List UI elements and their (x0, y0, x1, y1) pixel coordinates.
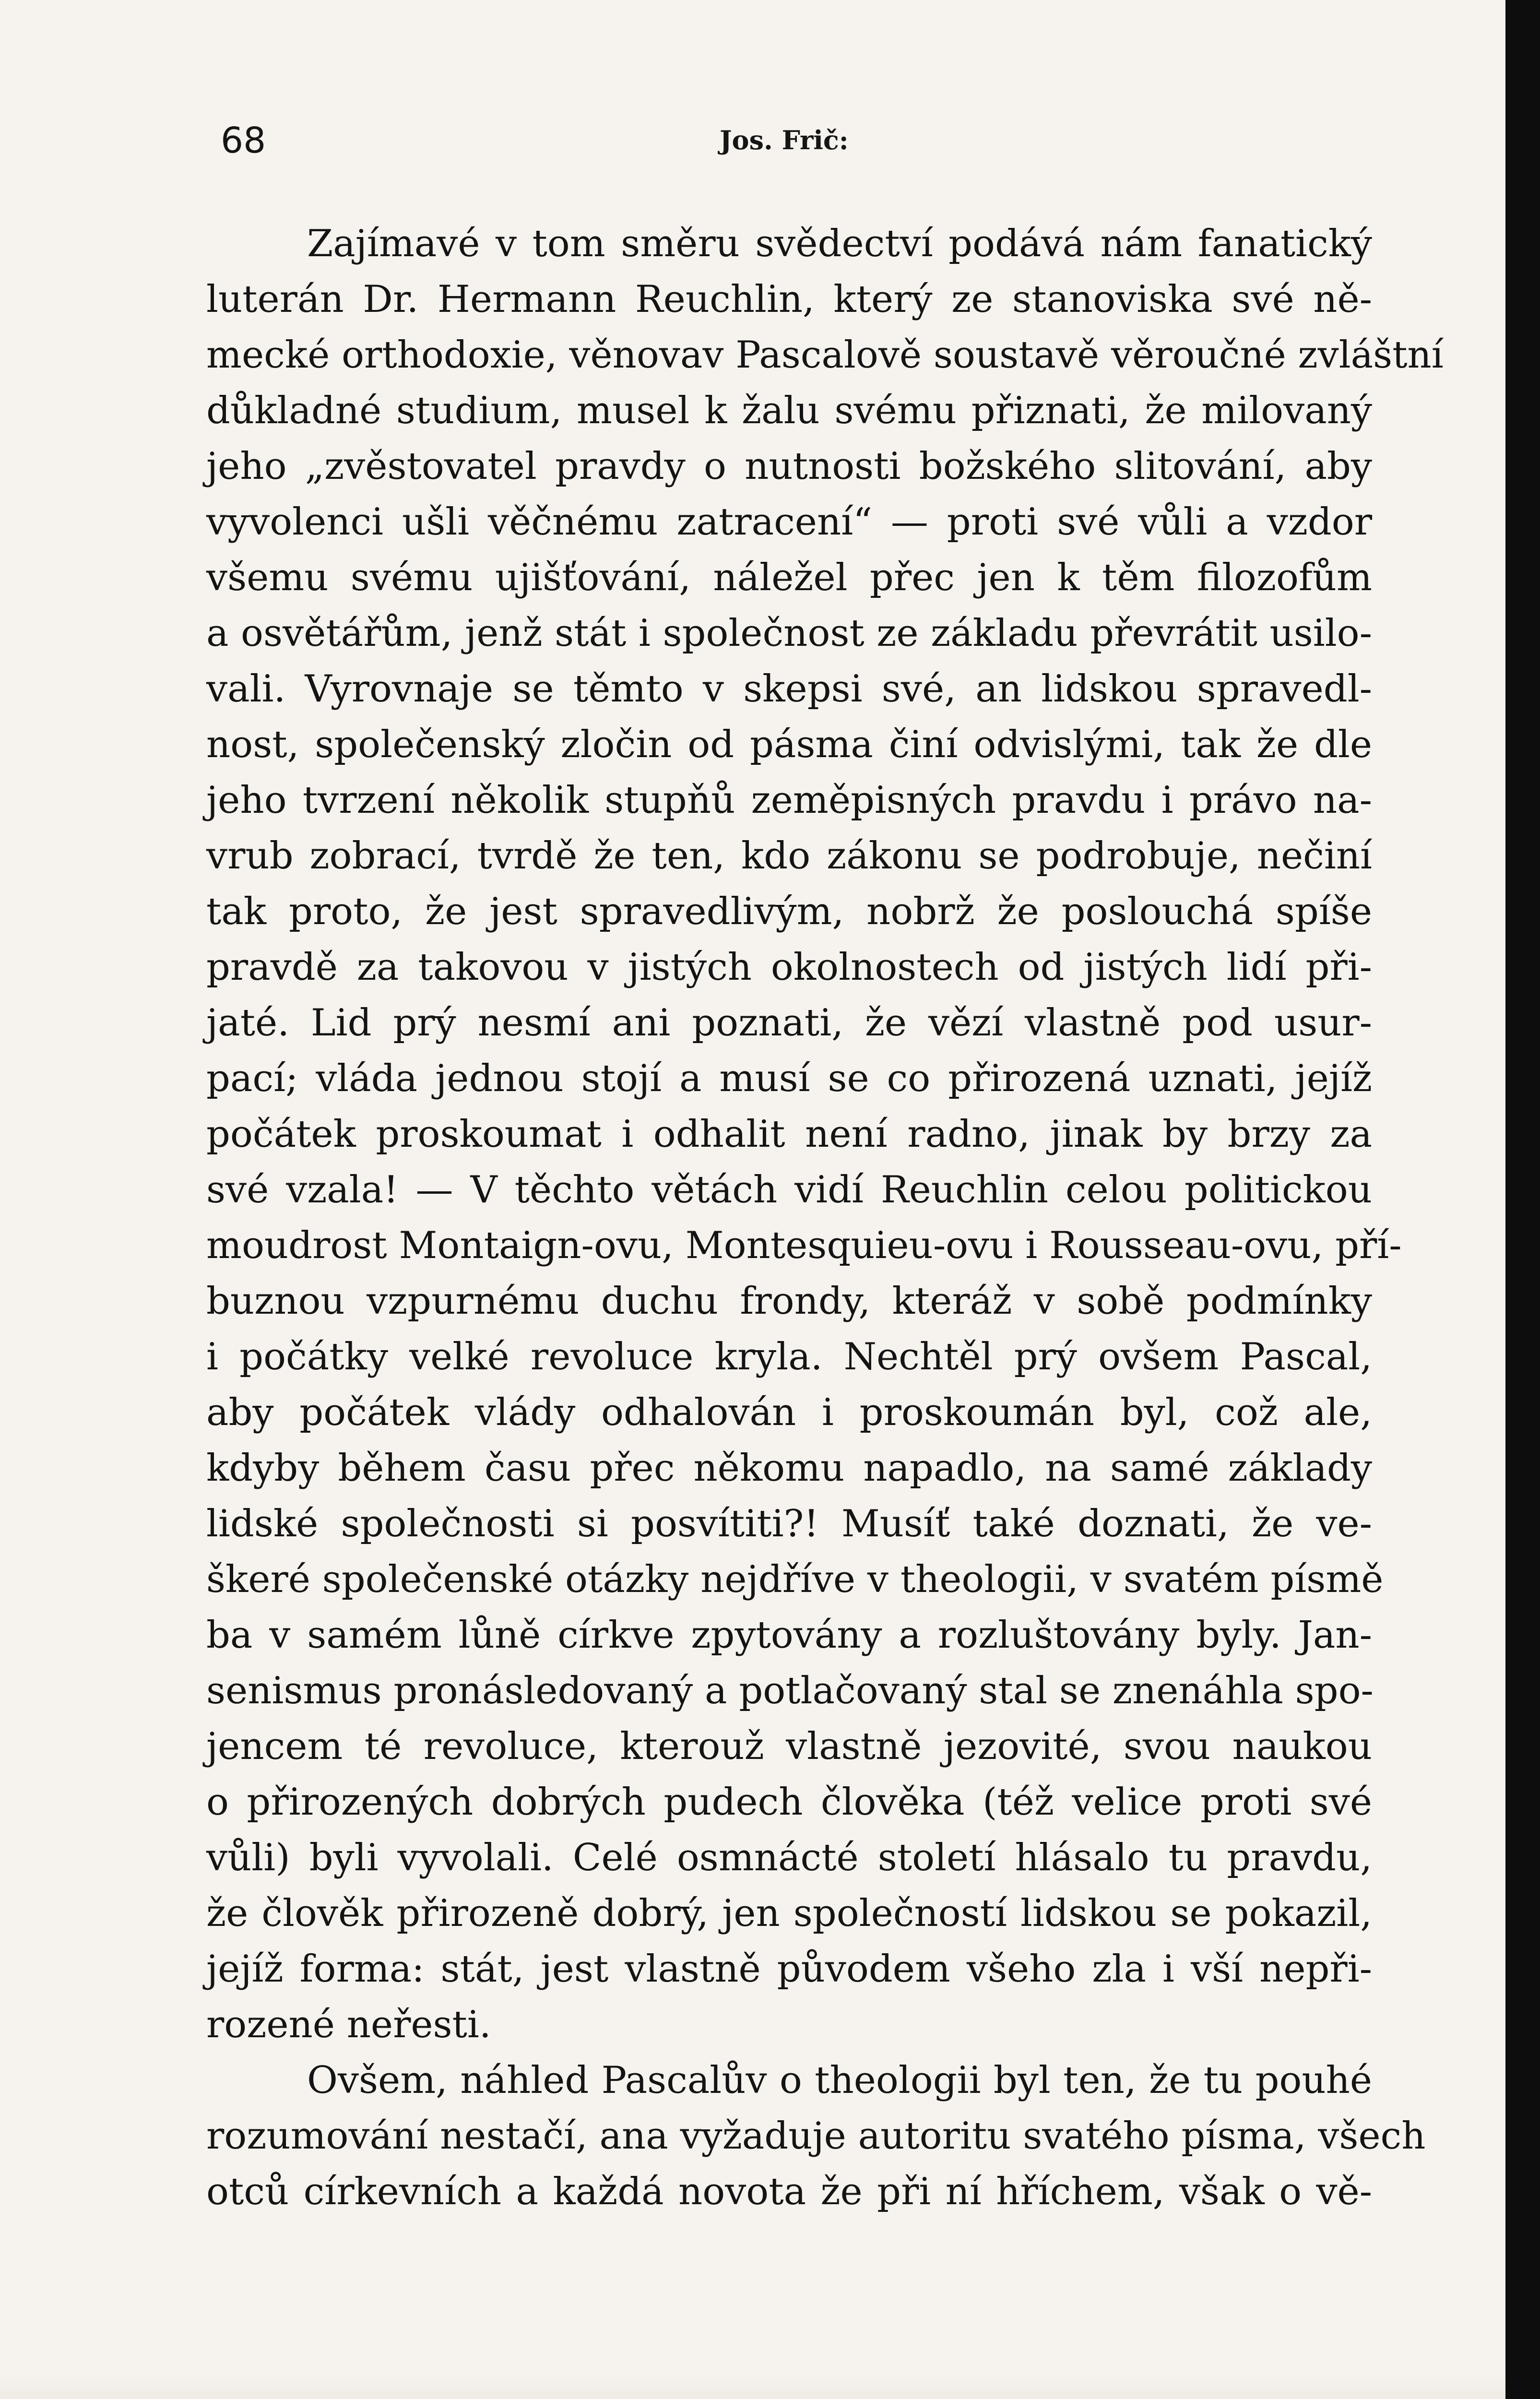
text-line: mecké orthodoxie, věnovav Pascalově soustavě věroučné zvláštní (206, 333, 1444, 377)
text-line: buznou vzpurnému duchu frondy, kteráž v sobě podmínky (206, 1280, 1372, 1323)
text-line: jeho tvrzení několik stupňů zeměpisných pravdu i právo na- (206, 779, 1372, 822)
text-line: aby počátek vlády odhalován i proskoumán byl, což ale, (206, 1391, 1372, 1434)
paragraph-2 (206, 2053, 1426, 2220)
text-line: škeré společenské otázky nejdříve v theologii, v svatém písmě (206, 1558, 1384, 1601)
text-line: otců církevních a každá novota že při ní hříchem, však o vě- (206, 2170, 1372, 2213)
text-line: ba v samém lůně církve zpytovány a rozluštovány byly. Jan- (206, 1614, 1372, 1657)
text-line: luterán Dr. Hermann Reuchlin, který ze stanoviska své ně- (206, 278, 1372, 321)
text-line: i počátky velké revoluce kryla. Nechtěl prý ovšem Pascal, (206, 1335, 1372, 1378)
body-text (206, 216, 1444, 2220)
text-line: lidské společnosti si posvítiti?! Musíť také doznati, že ve- (206, 1502, 1372, 1545)
text-line: počátek proskoumat i odhalit není radno, jinak by brzy za (206, 1113, 1372, 1156)
page-edge-shadow (0, 2373, 1505, 2399)
text-line: vali. Vyrovnaje se těmto v skepsi své, an lidskou spravedl- (206, 667, 1372, 711)
text-line: kdyby během času přec někomu napadlo, na samé základy (206, 1447, 1372, 1490)
text-line: rozené neřesti. (206, 2003, 491, 2046)
text-line: vůli) byli vyvolali. Celé osmnácté století hlásalo tu pravdu, (206, 1836, 1372, 1879)
text-line: pací; vláda jednou stojí a musí se co přirozená uznati, jejíž (206, 1057, 1372, 1100)
text-line: jeho „zvěstovatel pravdy o nutnosti božského slitování, aby (206, 445, 1372, 488)
text-line: o přirozených dobrých pudech člověka (též velice proti své (206, 1781, 1372, 1824)
text-line: že člověk přirozeně dobrý, jen společností lidskou se pokazil, (206, 1892, 1372, 1935)
text-line: rozumování nestačí, ana vyžaduje autoritu svatého písma, všech (206, 2114, 1426, 2158)
paragraph-1 (206, 216, 1444, 2053)
text-line: moudrost Montaign-ovu, Montesquieu-ovu i Rousseau-ovu, pří- (206, 1224, 1402, 1267)
text-line: své vzala! — V těchto větách vidí Reuchlin celou politickou (206, 1168, 1372, 1211)
scan-border (1505, 0, 1540, 2399)
text-line: všemu svému ujišťování, náležel přec jen k těm filozofům (206, 556, 1372, 599)
text-line: pravdě za takovou v jistých okolnostech od jistých lidí při- (206, 946, 1372, 989)
page-header (221, 120, 1372, 178)
text-line: důkladné studium, musel k žalu svému přiznati, že milovaný (206, 389, 1372, 432)
running-head: Jos. Frič: (720, 125, 849, 155)
text-line: jejíž forma: stát, jest vlastně původem všeho zla i vší nepři- (206, 1948, 1372, 1991)
text-line: nost, společenský zločin od pásma činí odvislými, tak že dle (206, 723, 1372, 766)
text-line: tak proto, že jest spravedlivým, nobrž že poslouchá spíše (206, 890, 1372, 933)
text-line: Ovšem, náhled Pascalův o theologii byl ten, že tu pouhé (307, 2059, 1372, 2102)
text-line: a osvětářům, jenž stát i společnost ze základu převrátit usilo- (206, 612, 1372, 655)
text-line: vrub zobrací, tvrdě že ten, kdo zákonu se podrobuje, nečiní (206, 834, 1372, 878)
text-line: jencem té revoluce, kterouž vlastně jezovité, svou naukou (206, 1725, 1372, 1768)
text-line: Zajímavé v tom směru svědectví podává nám fanatický (307, 222, 1372, 265)
text-line: jaté. Lid prý nesmí ani poznati, že vězí vlastně pod usur- (206, 1001, 1372, 1045)
text-line: senismus pronásledovaný a potlačovaný stal se znenáhla spo- (206, 1669, 1374, 1712)
text-line: vyvolenci ušli věčnému zatracení“ — proti své vůli a vzdor (206, 500, 1372, 544)
page-number: 68 (221, 120, 266, 161)
